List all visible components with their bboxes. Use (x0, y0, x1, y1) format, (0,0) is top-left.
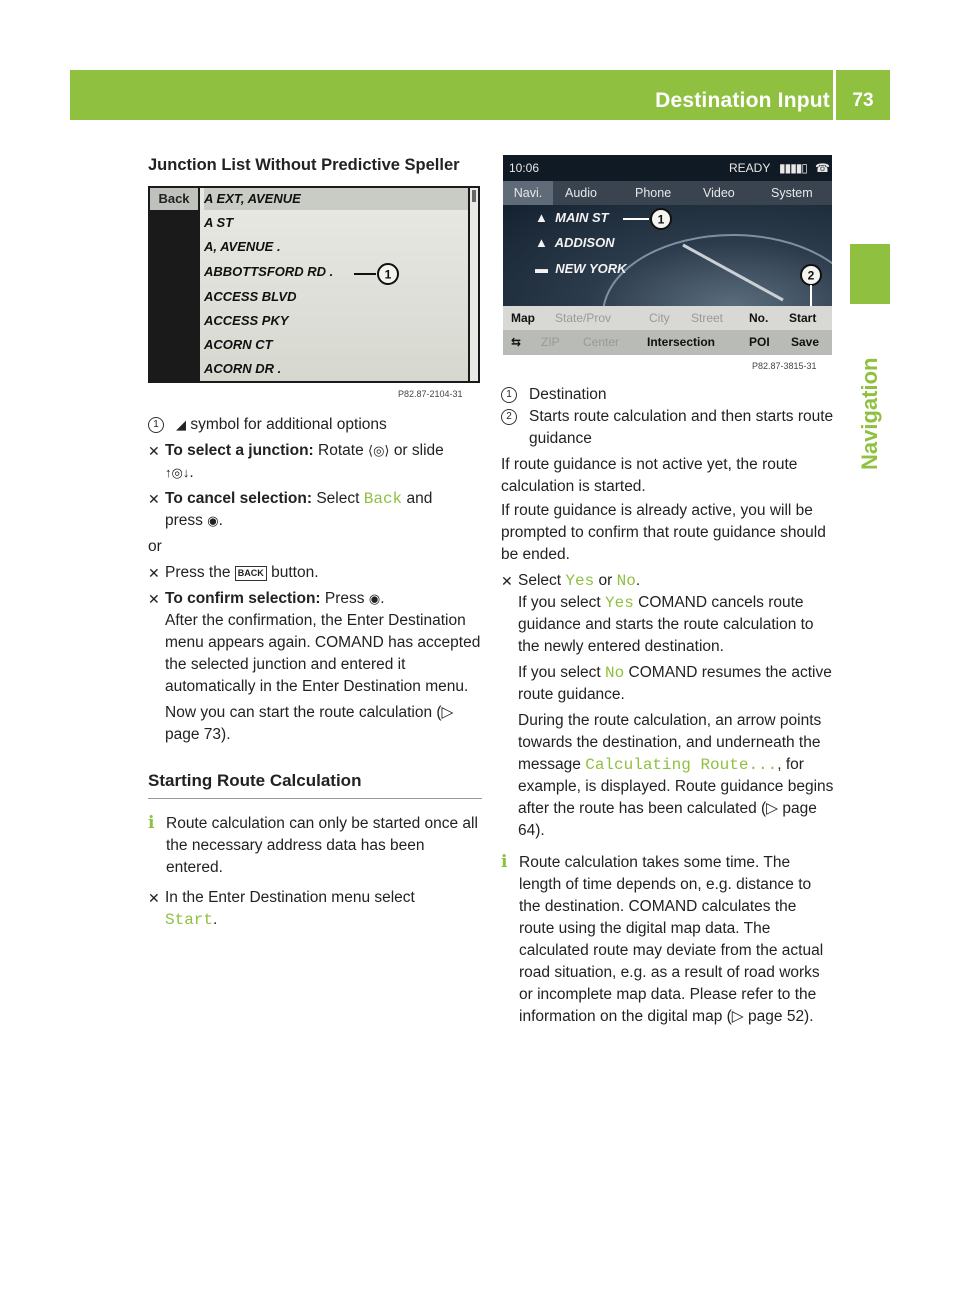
status-bar (503, 155, 832, 181)
legend-item: 1 Destination (501, 384, 835, 406)
menu-item-system[interactable]: System (771, 186, 813, 200)
back-button[interactable]: Back (150, 188, 198, 210)
slide-controller-icon: ↑◎↓ (165, 465, 190, 480)
street-button[interactable]: Street (691, 311, 724, 325)
left-body (148, 414, 482, 931)
swap-button[interactable]: ⇆ (511, 335, 522, 349)
route-row[interactable]: ▲ MAIN ST (535, 210, 609, 225)
page-number: 73 (852, 90, 874, 111)
scrollbar[interactable] (470, 188, 478, 381)
city-button[interactable]: City (649, 311, 670, 325)
address-bar (503, 306, 832, 330)
side-tab (850, 244, 890, 304)
signal-icon: ▮▮▮▮▯ (779, 161, 808, 175)
callout-2 (797, 263, 825, 311)
save-button[interactable]: Save (791, 335, 820, 349)
junction-list-screen (148, 186, 480, 383)
or-text: or (148, 538, 162, 555)
list-item[interactable]: A EXT, AVENUE (204, 188, 468, 210)
image-caption: P82.87-2104-31 (398, 389, 463, 399)
poi-button[interactable]: POI (749, 335, 770, 349)
list-item[interactable]: ACORN DR . (204, 361, 282, 376)
step-arrow-icon: ✕ (148, 591, 160, 607)
callout-1 (354, 262, 402, 286)
step-cancel-selection: ✕ To cancel selection: Select Back and press ◉. (148, 490, 433, 529)
options-bar (503, 330, 832, 355)
section-heading: Starting Route Calculation (148, 770, 482, 799)
step-arrow-icon: ✕ (148, 491, 160, 507)
map-view[interactable] (503, 205, 832, 306)
info-note: i Route calculation takes some time. The length of time depends on, e.g. distance to the destination. COMAND calculates the route using the digital map data. The calculated route may deviate from the actual road situation, e.g. as a result of road works or incomplete map data. Please refer to the information on the digital map (▷ page 52). (501, 852, 824, 1025)
menu-item-video[interactable]: Video (703, 186, 735, 200)
svg-text:2: 2 (807, 268, 815, 283)
svg-text:1: 1 (384, 267, 392, 282)
clock: 10:06 (509, 161, 540, 175)
callout-1 (623, 206, 683, 232)
route-row[interactable]: ▲ ADDISON (535, 235, 615, 250)
options-symbol-icon: ◢ (176, 417, 186, 432)
no-text: If you select No COMAND resumes the active route guidance. (518, 664, 832, 703)
step-select-yes-no: ✕ Select Yes or No. If you select Yes COMAND cancels route guidance and starts the route calculation to the newly entered destination. (501, 572, 814, 655)
back-key-icon: BACK (235, 566, 267, 581)
status-text: READY (729, 161, 771, 175)
menu-item-navi[interactable]: Navi. (503, 181, 553, 205)
building-icon: ▲ (535, 235, 548, 250)
list-item[interactable]: ABBOTTSFORD RD . (204, 264, 334, 279)
body-paragraph: If route guidance is not active yet, the route calculation is started. (501, 456, 798, 495)
step-arrow-icon: ✕ (148, 565, 160, 581)
menu-item-audio[interactable]: Audio (565, 186, 597, 200)
step-arrow-icon: ✕ (501, 573, 513, 589)
intersection-button[interactable]: Intersection (647, 335, 716, 349)
press-controller-icon: ◉ (207, 513, 219, 528)
phone-icon: ☎ (815, 161, 830, 175)
step-select-junction: ✕ To select a junction: Rotate ⟨◎⟩ or slide ↑◎↓. (148, 442, 444, 481)
navigation-screen (503, 155, 832, 355)
map-button[interactable]: Map (511, 311, 535, 325)
info-icon: i (501, 852, 508, 872)
legend-item: 2 Starts route calculation and then starts route guidance (501, 406, 835, 450)
center-button[interactable]: Center (583, 335, 620, 349)
step-select-start: ✕ In the Enter Destination menu select Start. (148, 889, 415, 929)
list-item[interactable]: ACORN CT (204, 337, 273, 352)
number-button[interactable]: No. (749, 311, 769, 325)
menu-item-phone[interactable]: Phone (635, 186, 672, 200)
start-button[interactable]: Start (789, 311, 817, 325)
right-body (501, 384, 835, 1028)
legend-number: 2 (501, 409, 517, 425)
svg-text:1: 1 (657, 212, 665, 227)
press-controller-icon: ◉ (368, 591, 381, 606)
step-arrow-icon: ✕ (148, 890, 160, 906)
flag-icon: ▬ (535, 261, 548, 276)
triangle-icon: ▲ (535, 210, 548, 225)
step-arrow-icon: ✕ (148, 443, 160, 459)
step-press-back: ✕ Press the BACK button. (148, 562, 482, 584)
info-icon: i (148, 813, 155, 833)
main-menu (503, 181, 832, 205)
scroll-thumb[interactable] (472, 190, 476, 202)
list-item[interactable]: A, AVENUE . (204, 239, 281, 254)
page-title: Destination Input (655, 89, 830, 112)
legend-number: 1 (148, 417, 164, 433)
zip-button[interactable]: ZIP (541, 335, 560, 349)
route-row[interactable]: ▬ NEW YORK (535, 261, 627, 276)
during-text: During the route calculation, an arrow points towards the destination, and underneath the message Calculating Route..., for example, is displayed. Route guidance begins after the route has been calculated (▷ page 64). (518, 712, 834, 839)
junction-list (200, 188, 468, 381)
side-tab-label: Navigation (857, 357, 882, 470)
after-confirmation-text: After the confirmation, the Enter Destination menu appears again. COMAND has accepted the selected junction and entered it automatically in the Enter Destination menu. (165, 612, 481, 695)
legend-number: 1 (501, 387, 517, 403)
rotate-controller-icon: ⟨◎⟩ (368, 443, 390, 458)
state-prov-button[interactable]: State/Prov (555, 311, 612, 325)
image-caption: P82.87-3815-31 (752, 361, 817, 371)
list-item[interactable]: A ST (204, 215, 234, 230)
header-bar (70, 70, 890, 120)
left-title: Junction List Without Predictive Speller (148, 156, 460, 174)
now-text: Now you can start the route calculation (▷ page 73). (165, 704, 454, 743)
list-item[interactable]: ACCESS BLVD (204, 289, 297, 304)
list-item[interactable]: ACCESS PKY (204, 313, 289, 328)
info-note: i Route calculation can only be started once all the necessary address data has been entered. (148, 813, 478, 876)
legend-item: 1 ◢ symbol for additional options (148, 414, 482, 436)
step-confirm-selection: ✕ To confirm selection: Press ◉. (148, 588, 482, 610)
body-paragraph: If route guidance is already active, you will be prompted to confirm that route guidance should be ended. (501, 502, 826, 563)
